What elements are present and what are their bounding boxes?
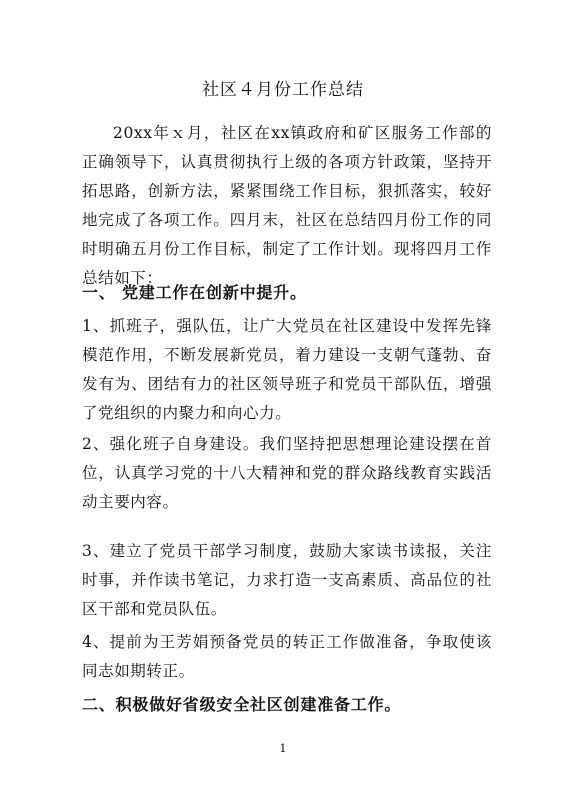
- list-item: 2、强化班子自身建设。我们坚持把思想理论建设摆在首位，认真学习党的十八大精神和党的群众路线教育实践活动主要内容。: [82, 435, 492, 511]
- list-item: 1、抓班子，强队伍，让广大党员在社区建设中发挥先锋模范作用，不断发展新党员，着力建设一支朝气蓬勃、奋发有为、团结有力的社区领导班子和党员干部队伍，增强了党组织的内聚力和向心力。: [82, 317, 492, 422]
- list-item: 3、建立了党员干部学习制度，鼓励大家读书读报，关注时事，并作读书笔记，力求打造一支高素质、高品位的社区干部和党员队伍。: [82, 542, 492, 618]
- document-title: 社区４月份工作总结: [202, 80, 364, 100]
- section-heading-party-building: 一、 党建工作在创新中提升。: [82, 283, 307, 302]
- page-number: 1: [279, 742, 287, 755]
- intro-paragraph: 20xx年ｘ月，社区在xx镇政府和矿区服务工作部的正确领导下，认真贯彻执行上级的各项方针政策，坚持开拓思路，创新方法，紧紧围绕工作目标，狠抓落实，较好地完成了各项工作。四月末，社区在总结四月份工作的同时明确五月份工作目标，制定了工作计划。现将四月工作总结如下：: [82, 124, 492, 287]
- section-heading-safety-community: 二、积极做好省级安全社区创建准备工作。: [82, 695, 402, 714]
- list-item: 4、提前为王芳娟预备党员的转正工作做准备，争取使该同志如期转正。: [82, 633, 492, 680]
